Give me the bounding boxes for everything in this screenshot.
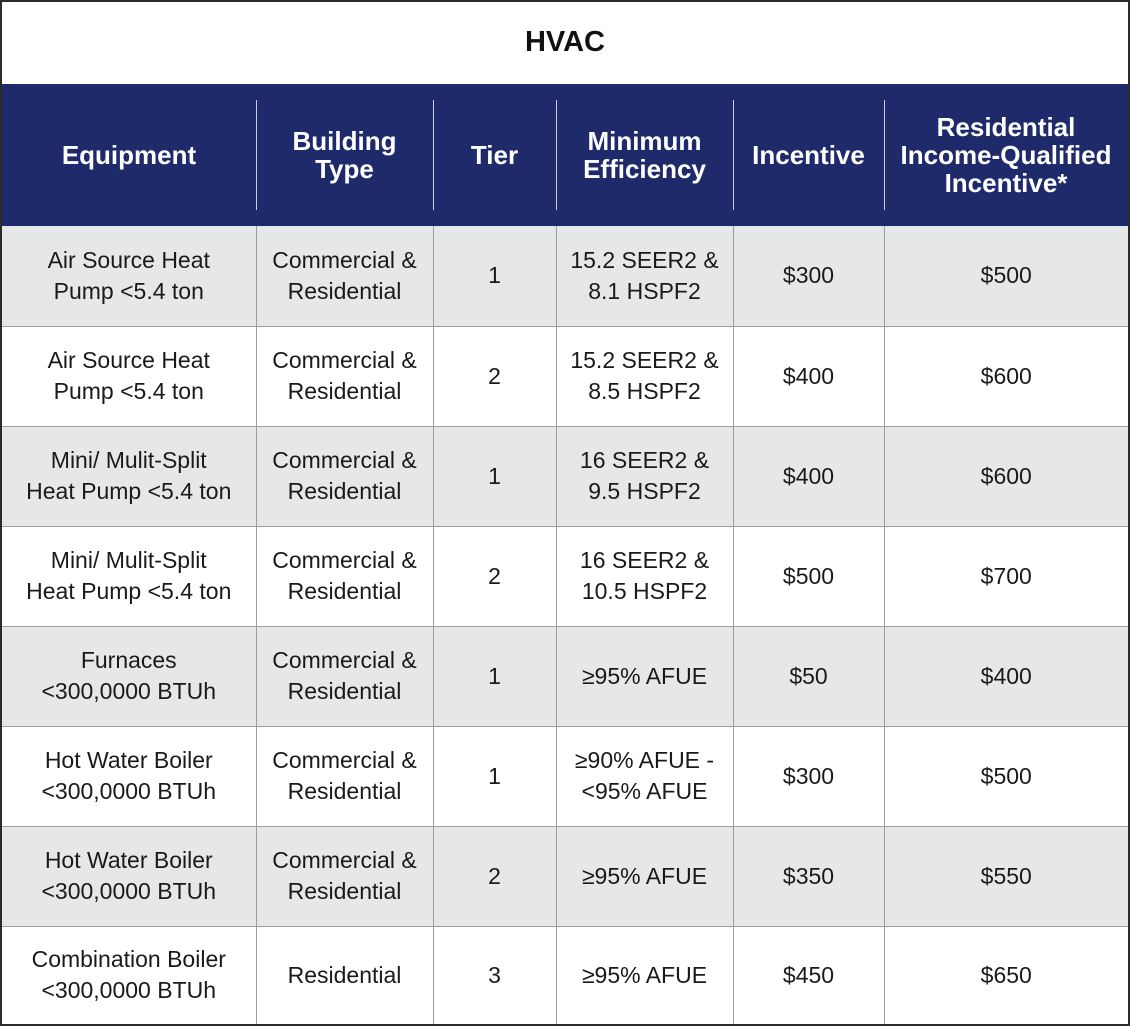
cell-building-type-line: Commercial &: [272, 246, 417, 273]
cell-building-type: [256, 526, 433, 626]
cell-income-qualified-incentive: $700: [884, 526, 1128, 626]
cell-equipment-line: Pump <5.4 ton: [53, 378, 204, 404]
cell-minimum-efficiency-line: 8.5 HSPF2: [588, 378, 701, 404]
cell-incentive: $450: [733, 926, 884, 1024]
cell-equipment: [2, 726, 256, 826]
cell-minimum-efficiency: [556, 226, 733, 326]
cell-building-type-line: Residential: [287, 277, 402, 304]
header-incentive: Incentive: [733, 84, 884, 226]
cell-equipment: [2, 626, 256, 726]
cell-equipment-line: Heat Pump <5.4 ton: [26, 578, 232, 604]
cell-income-qualified-incentive: $600: [884, 326, 1128, 426]
cell-building-type: [256, 926, 433, 1024]
cell-building-type-line: Residential: [287, 578, 402, 604]
cell-minimum-efficiency-line: 15.2 SEER2 &: [570, 246, 719, 273]
cell-building-type: [256, 326, 433, 426]
cell-equipment-line: Mini/ Mulit-Split: [50, 547, 207, 573]
cell-income-qualified-incentive: $650: [884, 926, 1128, 1024]
cell-building-type: [256, 826, 433, 926]
cell-equipment-line: <300,0000 BTUh: [41, 678, 217, 704]
table-title: HVAC: [524, 25, 606, 58]
cell-equipment: [2, 326, 256, 426]
cell-equipment: [2, 226, 256, 326]
cell-building-type: [256, 426, 433, 526]
cell-equipment-line: Heat Pump <5.4 ton: [26, 478, 232, 504]
cell-minimum-efficiency-line: 16 SEER2 &: [579, 547, 710, 573]
cell-minimum-efficiency: [556, 526, 733, 626]
cell-minimum-efficiency-line: 16 SEER2 &: [579, 447, 710, 473]
cell-tier: 3: [433, 926, 556, 1024]
cell-minimum-efficiency-line: ≥90% AFUE -: [574, 747, 715, 773]
header-equipment: Equipment: [61, 140, 197, 170]
cell-incentive: $400: [733, 326, 884, 426]
table-row: [2, 826, 1128, 926]
cell-building-type-line: Commercial &: [272, 747, 417, 773]
header-minimum-efficiency: Minimum Efficiency: [556, 84, 733, 226]
cell-building-type-line: Residential: [287, 961, 402, 988]
cell-incentive: $500: [733, 526, 884, 626]
cell-minimum-efficiency-line: ≥95% AFUE: [581, 862, 708, 889]
cell-minimum-efficiency: [556, 926, 733, 1024]
table-row: [2, 526, 1128, 626]
cell-building-type: [256, 626, 433, 726]
header-income-qualified-incentive: Residential Income-Qualified Incentive*: [884, 84, 1128, 226]
hvac-incentive-table: [2, 84, 1128, 1024]
cell-minimum-efficiency: [556, 326, 733, 426]
cell-income-qualified-incentive: $500: [884, 726, 1128, 826]
cell-equipment-line: Air Source Heat: [47, 347, 210, 373]
cell-equipment: [2, 426, 256, 526]
cell-building-type-line: Commercial &: [272, 447, 417, 473]
cell-minimum-efficiency-line: 8.1 HSPF2: [588, 277, 701, 304]
cell-building-type-line: Commercial &: [272, 847, 417, 873]
cell-equipment-line: Pump <5.4 ton: [53, 277, 204, 304]
cell-incentive: $350: [733, 826, 884, 926]
table-row: [2, 426, 1128, 526]
table-row: [2, 626, 1128, 726]
cell-income-qualified-incentive: $400: [884, 626, 1128, 726]
cell-building-type-line: Residential: [287, 378, 402, 404]
table-row: [2, 926, 1128, 1024]
table-row: [2, 326, 1128, 426]
cell-income-qualified-incentive: $600: [884, 426, 1128, 526]
cell-minimum-efficiency: [556, 726, 733, 826]
cell-equipment-line: <300,0000 BTUh: [41, 878, 217, 904]
cell-income-qualified-incentive: $500: [884, 226, 1128, 326]
cell-building-type-line: Residential: [287, 878, 402, 904]
cell-equipment-line: Combination Boiler: [31, 946, 226, 973]
cell-equipment-line: <300,0000 BTUh: [41, 778, 217, 804]
cell-tier: 1: [433, 726, 556, 826]
cell-incentive: $300: [733, 726, 884, 826]
cell-minimum-efficiency-line: <95% AFUE: [581, 778, 708, 804]
cell-building-type-line: Commercial &: [272, 347, 417, 373]
cell-equipment: [2, 526, 256, 626]
cell-minimum-efficiency-line: ≥95% AFUE: [581, 662, 708, 689]
cell-minimum-efficiency-line: ≥95% AFUE: [581, 961, 708, 988]
cell-minimum-efficiency-line: 15.2 SEER2 &: [570, 347, 719, 373]
table-row: [2, 226, 1128, 326]
header-row: [2, 84, 1128, 226]
cell-equipment: [2, 926, 256, 1024]
cell-equipment-line: Mini/ Mulit-Split: [50, 447, 207, 473]
cell-minimum-efficiency: [556, 626, 733, 726]
cell-building-type-line: Residential: [287, 478, 402, 504]
cell-tier: 2: [433, 826, 556, 926]
cell-building-type-line: Residential: [287, 678, 402, 704]
header-building-type: Building Type: [256, 84, 433, 226]
cell-incentive: $300: [733, 226, 884, 326]
cell-minimum-efficiency-line: 9.5 HSPF2: [588, 478, 701, 504]
cell-minimum-efficiency: [556, 426, 733, 526]
cell-equipment: [2, 826, 256, 926]
cell-building-type-line: Residential: [287, 778, 402, 804]
cell-building-type: [256, 726, 433, 826]
cell-equipment-line: <300,0000 BTUh: [41, 977, 217, 1004]
table-body: [2, 226, 1128, 1024]
cell-building-type-line: Commercial &: [272, 547, 417, 573]
cell-equipment-line: Furnaces: [80, 647, 177, 673]
cell-building-type: [256, 226, 433, 326]
cell-tier: 1: [433, 626, 556, 726]
cell-equipment-line: Hot Water Boiler: [44, 747, 213, 773]
cell-minimum-efficiency: [556, 826, 733, 926]
cell-incentive: $50: [733, 626, 884, 726]
cell-building-type-line: Commercial &: [272, 647, 417, 673]
header-tier: Tier: [433, 84, 556, 226]
cell-tier: 2: [433, 526, 556, 626]
cell-equipment-line: Hot Water Boiler: [44, 847, 213, 873]
cell-equipment-line: Air Source Heat: [47, 246, 210, 273]
cell-tier: 2: [433, 326, 556, 426]
cell-income-qualified-incentive: $550: [884, 826, 1128, 926]
cell-incentive: $400: [733, 426, 884, 526]
cell-minimum-efficiency-line: 10.5 HSPF2: [581, 578, 708, 604]
table-row: [2, 726, 1128, 826]
cell-tier: 1: [433, 426, 556, 526]
cell-tier: 1: [433, 226, 556, 326]
